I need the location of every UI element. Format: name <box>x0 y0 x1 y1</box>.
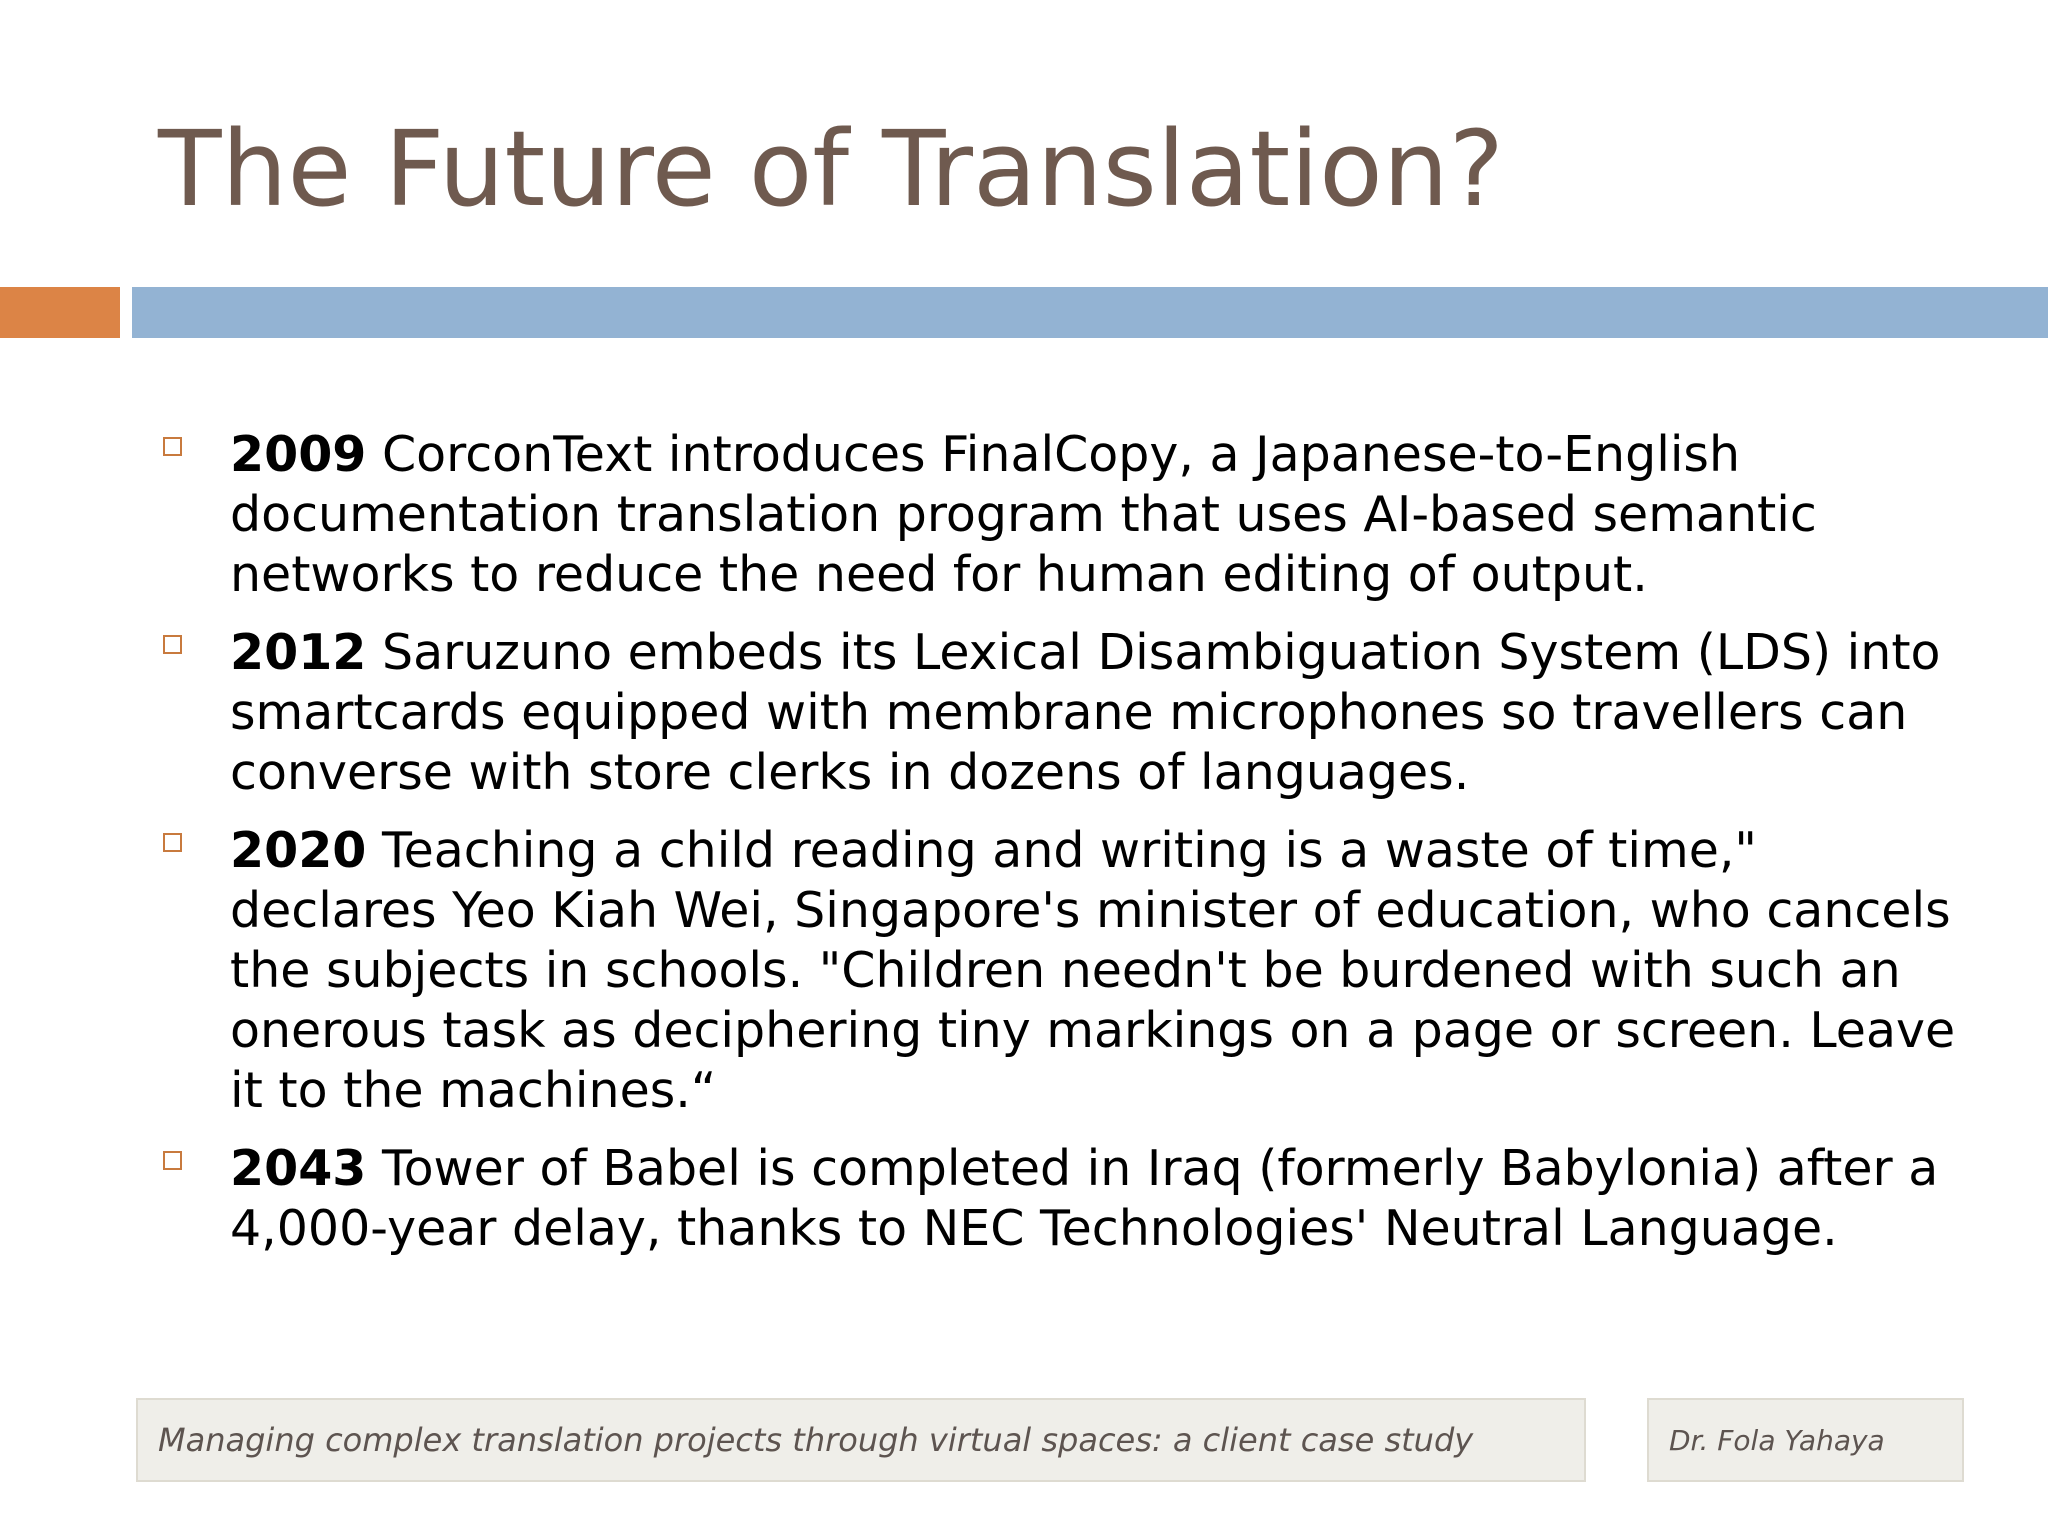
bullet-year: 2012 <box>230 624 367 681</box>
bullet-text: Saruzuno embeds its Lexical Disambiguation System (LDS) into smartcards equipped with membrane microphones so travellers can converse with store clerks in dozens of languages. <box>230 624 1941 801</box>
slide-title: The Future of Translation? <box>158 108 1504 230</box>
footer-presentation-title: Managing complex translation projects through virtual spaces: a client case study <box>136 1398 1586 1482</box>
square-bullet-icon <box>163 1151 182 1170</box>
title-accent-blue-bar <box>132 287 2048 338</box>
bullet-text: CorconText introduces FinalCopy, a Japanese-to-English documentation translation program that uses AI-based semantic networks to reduce the need for human editing of output. <box>230 426 1817 603</box>
bullet-year: 2043 <box>230 1140 367 1197</box>
bullet-item <box>160 623 1960 803</box>
bullet-item <box>160 425 1960 605</box>
title-accent-orange-bar <box>0 287 120 338</box>
bullet-year: 2020 <box>230 822 367 879</box>
bullet-item <box>160 1139 1960 1259</box>
bullet-text: Teaching a child reading and writing is a waste of time," declares Yeo Kiah Wei, Singapore's minister of education, who cancels the subjects in schools. "Children needn't be burdened with such an onerous task as deciphering tiny markings on a page or screen. Leave it to the machines.“ <box>230 822 1956 1119</box>
bullet-year: 2009 <box>230 426 367 483</box>
square-bullet-icon <box>163 437 182 456</box>
square-bullet-icon <box>163 833 182 852</box>
bullet-list <box>160 425 1960 1277</box>
bullet-item <box>160 821 1960 1121</box>
footer-author: Dr. Fola Yahaya <box>1647 1398 1964 1482</box>
square-bullet-icon <box>163 635 182 654</box>
bullet-text: Tower of Babel is completed in Iraq (formerly Babylonia) after a 4,000-year delay, thanks to NEC Technologies' Neutral Language. <box>230 1140 1939 1257</box>
